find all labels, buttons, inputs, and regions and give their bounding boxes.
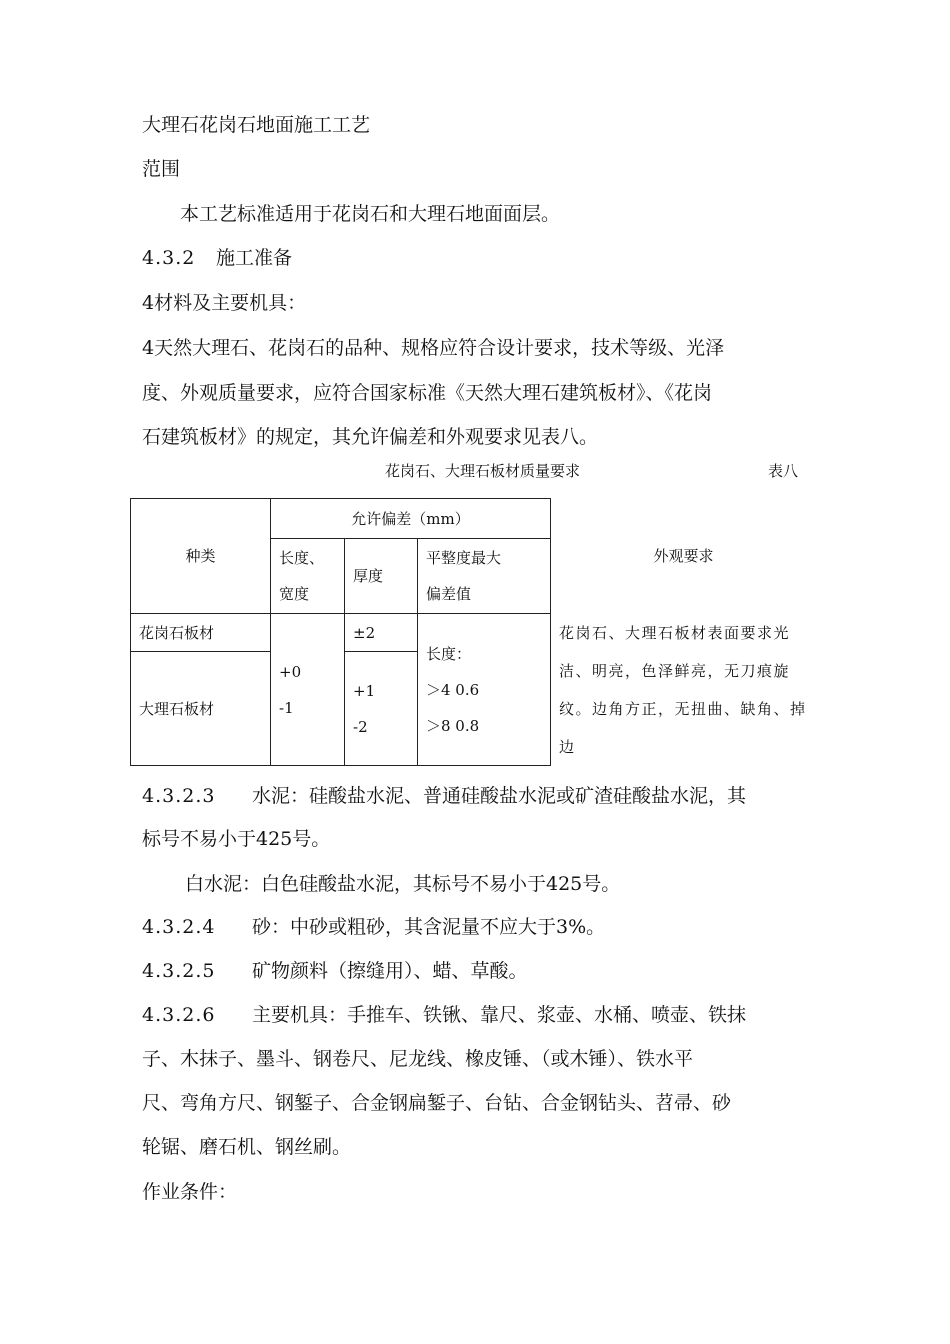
scope-text: 本工艺标准适用于花岗石和大理石地面面层。 [180,203,561,225]
quality-table [130,498,816,766]
length-tolerance: +0 -1 [271,614,345,766]
col-kind-header: 种类 [131,499,271,614]
section-4-3-2 [142,245,292,271]
table-caption: 花岗石、大理石板材质量要求 [385,462,581,480]
appearance-text: 花岗石、大理石板材表面要求光洁、明亮，色泽鲜亮，无刀痕旋纹。边角方正，无扭曲、缺角、掉边 [559,623,807,756]
col-flatness-header: 平整度最大 偏差值 [418,539,551,614]
page-title: 大理石花岗石地面施工工艺 [142,114,371,136]
white-cement-text: 白水泥：白色硅酸盐水泥，其标号不易小于425号。 [185,873,621,895]
materials-para-line: 度、外观质量要求，应符合国家标准《天然大理石建筑板材》、《花岗 [142,382,713,404]
section-number: 4.3.2.6 [142,1004,216,1026]
section-4-3-2-3 [142,783,746,809]
col-appearance-header: 外观要求 [653,547,714,565]
tools-line: 尺、弯角方尺、钢錾子、合金钢扁錾子、台钻、合金钢钻头、苕帚、砂 [142,1092,732,1114]
section-4-3-2-6 [142,1002,746,1028]
flatness-values: 长度： ＞4 0.6 ＞8 0.8 [418,614,551,766]
section-text: 矿物颜料（擦缝用）、蜡、草酸。 [252,960,528,982]
section-number: 4.3.2.3 [142,785,216,807]
materials-para-line: 石建筑板材》的规定，其允许偏差和外观要求见表八。 [142,426,599,448]
section-text: 砂：中砂或粗砂，其含泥量不应大于3%。 [252,916,606,938]
section-text: 主要机具：手推车、铁锹、靠尺、浆壶、水桶、喷壶、铁抹 [252,1004,747,1026]
tolerance-group-header: 允许偏差（mm） [271,499,551,539]
section-number: 4.3.2.4 [142,916,216,938]
row-marble-label: 大理石板材 [131,652,271,766]
tools-line: 子、木抹子、墨斗、钢卷尺、尼龙线、橡皮锤、（或木锤）、铁水平 [142,1048,694,1070]
section-4-3-2-5 [142,958,528,984]
section-number: 4.3.2.5 [142,960,216,982]
col-length-header: 长度、 宽度 [271,539,345,614]
table-number: 表八 [768,462,799,480]
section-number: 4.3.2 [142,247,196,269]
marble-thickness: +1 -2 [345,652,418,766]
granite-thickness: ±2 [345,614,418,652]
section-4-3-2-4 [142,914,605,940]
materials-para-line: 4天然大理石、花岗石的品种、规格应符合设计要求，技术等级、光泽 [142,337,725,359]
section-text: 水泥：硅酸盐水泥、普通硅酸盐水泥或矿渣硅酸盐水泥，其 [252,785,747,807]
tools-line: 轮锯、磨石机、钢丝刷。 [142,1136,352,1158]
col-thickness-header: 厚度 [345,539,418,614]
section-scope-heading: 范围 [142,158,181,180]
section-label: 施工准备 [216,247,293,269]
row-granite-label: 花岗石板材 [131,614,271,652]
work-conditions-heading: 作业条件： [142,1181,238,1203]
section-4-3-2-3-cont: 标号不易小于425号。 [142,828,331,850]
materials-heading: 4材料及主要机具： [142,292,307,314]
